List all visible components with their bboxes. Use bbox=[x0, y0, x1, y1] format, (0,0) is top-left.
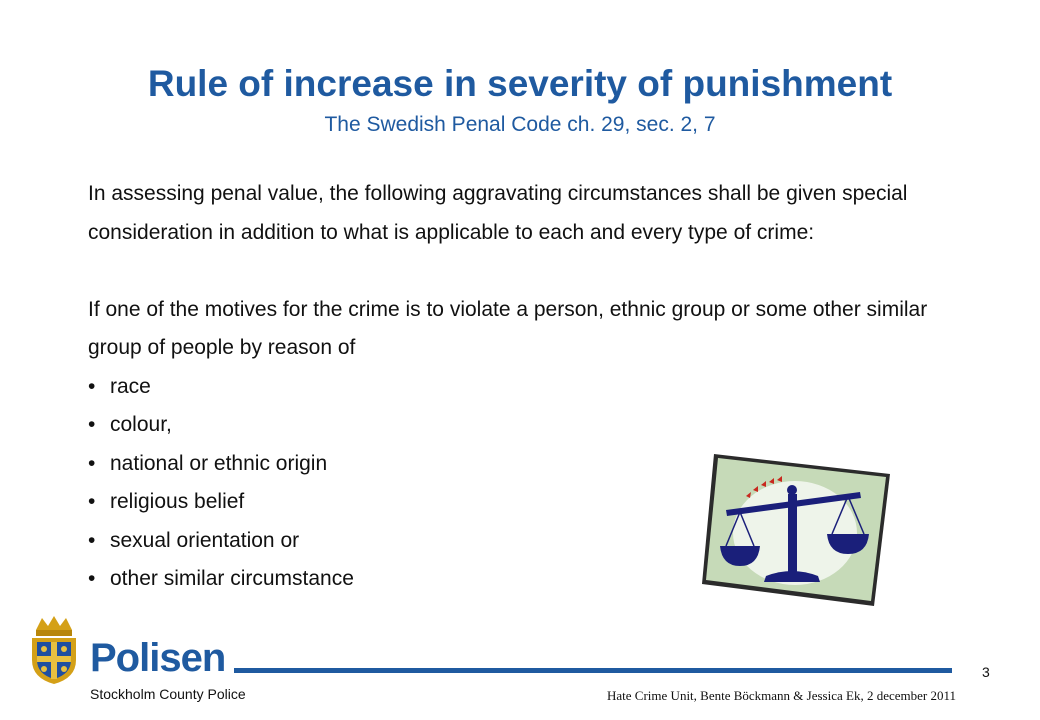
list-item-text: sexual orientation or bbox=[110, 528, 300, 552]
department-label: Stockholm County Police bbox=[90, 686, 246, 702]
footer-divider bbox=[234, 668, 952, 673]
polisen-logo-text: Polisen bbox=[90, 636, 226, 680]
police-crest-icon bbox=[26, 614, 82, 686]
list-item bbox=[88, 368, 968, 407]
bullet-icon: • bbox=[88, 490, 96, 513]
bullet-icon: • bbox=[88, 374, 96, 398]
slide-title: Rule of increase in severity of punishment bbox=[147, 63, 893, 104]
list-item-text: colour, bbox=[110, 413, 172, 436]
bullet-icon: • bbox=[88, 528, 96, 552]
list-item-text: religious belief bbox=[110, 490, 245, 513]
bullet-icon: • bbox=[88, 413, 96, 436]
list-item-text: other similar circumstance bbox=[110, 567, 354, 590]
slide-subtitle: The Swedish Penal Code ch. 29, sec. 2, 7 bbox=[324, 113, 716, 136]
footer-credit: Hate Crime Unit, Bente Böckmann & Jessica Ek, 2 december 2011 bbox=[607, 688, 956, 703]
list-item-text: race bbox=[110, 374, 151, 398]
bullet-icon: • bbox=[88, 451, 96, 475]
list-item bbox=[88, 406, 968, 445]
bullet-icon: • bbox=[88, 567, 96, 590]
page-number: 3 bbox=[982, 664, 990, 680]
intro-paragraph: In assessing penal value, the following aggravating circumstances shall be given special consideration in addition to what is applicable to each and every type of crime: bbox=[88, 182, 908, 244]
list-item-text: national or ethnic origin bbox=[110, 451, 328, 475]
scales-of-justice-icon bbox=[700, 448, 895, 608]
paragraph-gap bbox=[88, 252, 968, 291]
motive-paragraph: If one of the motives for the crime is to violate a person, ethnic group or some other similar group of people by reason of bbox=[88, 297, 928, 359]
